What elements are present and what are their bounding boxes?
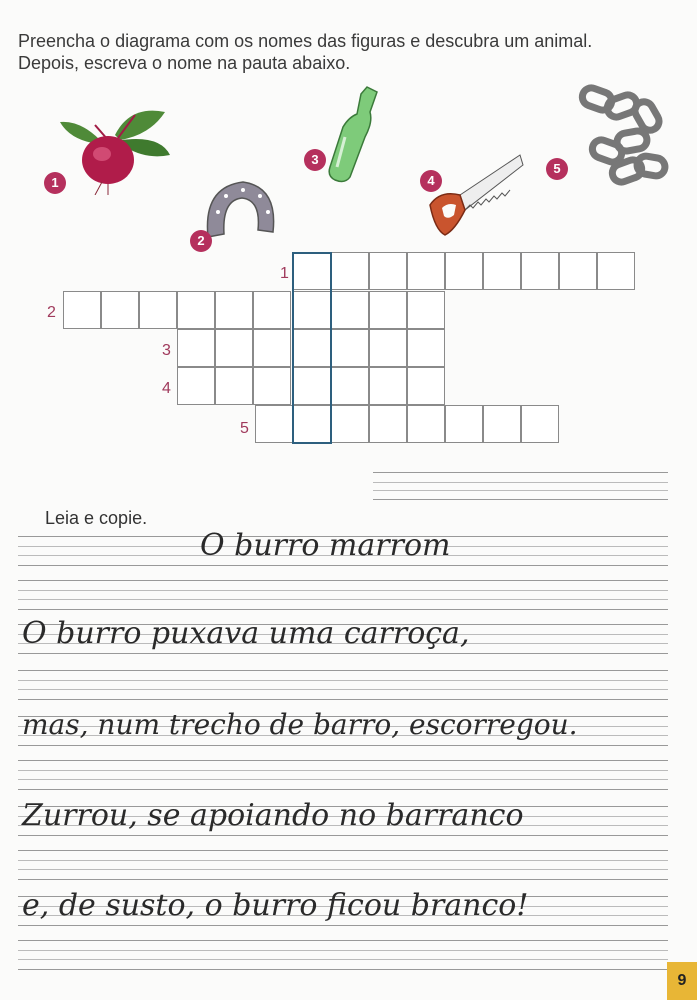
grid-cell[interactable] bbox=[521, 252, 559, 290]
grid-cell[interactable] bbox=[63, 291, 101, 329]
grid-cell[interactable] bbox=[253, 329, 291, 367]
page-number: 9 bbox=[667, 962, 697, 1000]
instructions: Preencha o diagrama com os nomes das figuras e descubra um animal. Depois, escreva o nome na pauta abaixo. bbox=[18, 31, 593, 73]
grid-cell[interactable] bbox=[177, 329, 215, 367]
grid-cell[interactable] bbox=[369, 252, 407, 290]
practice-line[interactable] bbox=[18, 760, 668, 790]
grid-cell[interactable] bbox=[369, 367, 407, 405]
poem-line-1: O burro puxava uma carroça, bbox=[22, 616, 470, 651]
figure-number-3: 3 bbox=[304, 149, 326, 171]
grid-cell[interactable] bbox=[253, 367, 291, 405]
answer-column-highlight bbox=[292, 252, 332, 444]
grid-cell[interactable] bbox=[177, 291, 215, 329]
practice-line[interactable] bbox=[18, 850, 668, 880]
grid-cell[interactable] bbox=[407, 291, 445, 329]
grid-cell[interactable] bbox=[483, 252, 521, 290]
grid-cell[interactable] bbox=[445, 405, 483, 443]
poem-line-4: e, de susto, o burro ficou branco! bbox=[22, 888, 529, 923]
grid-cell[interactable] bbox=[331, 405, 369, 443]
grid-cell[interactable] bbox=[521, 405, 559, 443]
row-label-4: 4 bbox=[162, 380, 171, 397]
grid-cell[interactable] bbox=[559, 252, 597, 290]
grid-cell[interactable] bbox=[215, 329, 253, 367]
grid-cell[interactable] bbox=[597, 252, 635, 290]
poem-line-3: Zurrou, se apoiando no barranco bbox=[22, 798, 524, 833]
chain-icon bbox=[572, 82, 672, 187]
grid-cell[interactable] bbox=[331, 291, 369, 329]
grid-cell[interactable] bbox=[139, 291, 177, 329]
poem-line-2: mas, num trecho de barro, escorregou. bbox=[22, 708, 578, 741]
saw-icon bbox=[420, 150, 525, 240]
grid-cell[interactable] bbox=[407, 252, 445, 290]
figure-number-1: 1 bbox=[44, 172, 66, 194]
row-label-5: 5 bbox=[240, 420, 249, 437]
grid-cell[interactable] bbox=[369, 291, 407, 329]
row-label-2: 2 bbox=[47, 304, 56, 321]
row-label-3: 3 bbox=[162, 342, 171, 359]
grid-cell[interactable] bbox=[101, 291, 139, 329]
grid-cell[interactable] bbox=[445, 252, 483, 290]
grid-cell[interactable] bbox=[177, 367, 215, 405]
practice-line[interactable] bbox=[18, 580, 668, 610]
figure-number-5: 5 bbox=[546, 158, 568, 180]
grid-cell[interactable] bbox=[255, 405, 293, 443]
grid-cell[interactable] bbox=[331, 329, 369, 367]
practice-line[interactable] bbox=[18, 940, 668, 970]
grid-cell[interactable] bbox=[483, 405, 521, 443]
grid-cell[interactable] bbox=[215, 291, 253, 329]
bottle-icon bbox=[325, 82, 385, 187]
grid-cell[interactable] bbox=[369, 329, 407, 367]
grid-cell[interactable] bbox=[407, 329, 445, 367]
grid-cell[interactable] bbox=[407, 405, 445, 443]
copy-instruction: Leia e copie. bbox=[45, 508, 148, 528]
figure-number-4: 4 bbox=[420, 170, 442, 192]
grid-cell[interactable] bbox=[215, 367, 253, 405]
grid-cell[interactable] bbox=[331, 367, 369, 405]
answer-writing-line[interactable] bbox=[373, 472, 668, 500]
practice-line[interactable] bbox=[18, 670, 668, 700]
row-label-1: 1 bbox=[280, 265, 289, 282]
grid-cell[interactable] bbox=[407, 367, 445, 405]
grid-cell[interactable] bbox=[369, 405, 407, 443]
grid-cell[interactable] bbox=[331, 252, 369, 290]
poem-title: O burro marrom bbox=[200, 528, 451, 563]
grid-cell[interactable] bbox=[253, 291, 291, 329]
figure-number-2: 2 bbox=[190, 230, 212, 252]
